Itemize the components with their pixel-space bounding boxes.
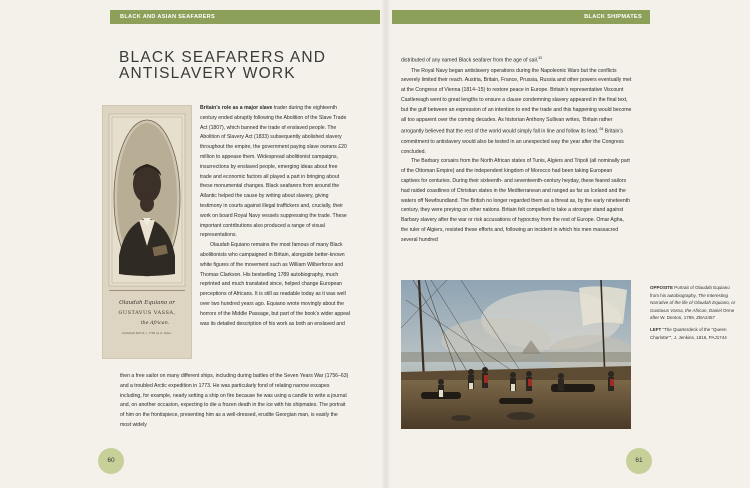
right-page-column — [401, 54, 632, 246]
caption-left-head: LEFT — [650, 326, 662, 332]
footnote-marker-33: 33 — [538, 56, 542, 60]
left-page-column-upper — [200, 104, 350, 329]
caption-opposite-italic: The Interesting Narrative of the life of Olaudah Equiano, or Gustavus Vassa, the African — [650, 292, 736, 313]
paragraph-continued-portrait — [401, 54, 632, 67]
running-header-left: BLACK AND ASIAN SEAFARERS — [110, 10, 380, 24]
running-header-right: BLACK SHIPMATES — [392, 10, 650, 24]
paragraph-royal-navy — [401, 67, 632, 158]
section-title-line1: BLACK SEAFARERS AND — [119, 49, 327, 66]
caption-opposite-head: OPPOSITE — [650, 285, 674, 290]
page-number-right: 61 — [626, 448, 652, 474]
caption-opposite — [650, 284, 736, 322]
page-number-left: 60 — [98, 448, 124, 474]
paragraph-equiano-continued: then a free sailor on many different ships, including during battles of the Seven Years War (1756–63) and a troubled Arctic expedition in 1773. He was particularly fond of relating narrow escapes including, for example, nearly setting a ship on fire because he was using a candle to write a journal and, on another occasion, expecting to die a frozen death in the ice with his shipmates. The portrait of him on the frontispiece, presenting him as a well-dressed, erudite Georgian man, is easily the most widely — [120, 373, 349, 428]
portrait-engraving — [103, 106, 191, 358]
paragraph-intro — [200, 104, 350, 241]
section-title — [119, 50, 379, 82]
equiano-portrait-image — [103, 106, 191, 358]
section-title-line2: ANTISLAVERY WORK — [119, 65, 296, 82]
paragraph-royal-navy-tail: Britain’s commitment to antislavery would also be tested in an unexpected way the year after the Congress concluded. — [401, 129, 624, 155]
paragraph-intro-lead: Britain’s role as a major slave — [200, 105, 273, 111]
caption-opposite-text1: Portrait of Olaudah Equiano from his autobiography, — [650, 285, 730, 298]
portrait-inscription-line1: Olaudah Equiano or — [119, 300, 175, 306]
captions-block — [650, 284, 736, 345]
portrait-inscription-line4: Published March 1, 1789 by G. Vassa. — [122, 332, 172, 335]
paragraph-royal-navy-text: The Royal Navy began antislavery operations during the Napoleonic Wars but the conflicts severely limited their reach. Austria, Britain, France, Prussia, Russia and other powers eventually met at the Congress of Vienna (1814–15) to restore peace in Europe. Britain’s representative Viscount Castlereagh went to great lengths to ensure a clause condemning slavery appeared in the final text, but the gulf between an expression of an intention to end the trade and this happening would become all too apparent over the coming decades. As historian Anthony Sullivan writes, ‘Britain rather arrogantly believed that the rest of the world would simply fall in line and follow its lead.’ — [401, 67, 632, 136]
paragraph-barbary: The Barbary corsairs from the North African states of Tunis, Algiers and Tripoli (all nominally part of the Ottoman Empire) and the independent kingdom of Morocco had been taking European captives for centuries. During their sixteenth- and seventeenth-century heyday, these feared sailors had raided coastlines of Christian states in the Mediterranean and ranged as far as Iceland and the waters off Newfoundland. The British no longer regarded them as a threat as, by the early nineteenth century, they were preying on other nations. Britain felt compelled to take a stronger stand against Barbary slavery after the war or risk accusations of hypocrisy from the rest of Europe. Omar Agha, the ruler of Algiers, resisted these efforts and, following an incident in which his men massacred several hundred — [401, 158, 630, 243]
page-gutter — [381, 0, 391, 488]
caption-opposite-text2: , Daniel Orme after W. Denton, 1789, ZBA2457 — [650, 307, 735, 321]
portrait-inscription-line2: GUSTAVUS VASSA, — [118, 310, 176, 316]
portrait-inscription-line3: the African. — [140, 321, 170, 326]
paragraph-continued-text: distributed of any named Black seafarer from the age of sail. — [401, 57, 539, 64]
caption-left-text: “The Quarterdeck of the “Queen Charlotte””, J. Jenkins, 1816, PAJ1744 — [650, 326, 727, 340]
paragraph-intro-text: trader during the eighteenth century ended abruptly following the Abolition of the Slave Trade Act (1807), which banned the trade of enslaved people. The Abolition of Slavery Act (1833) subsequently abolished slavery throughout the empire, the government paying slave owners £20 million to appease them. Widespread abolitionist campaigns, insurrections by enslaved people, emerging ideas about free trade and economic factors all played a part in bringing about these monumental changes. Black seafarers from around the Atlantic helped the cause by writing about slavery, giving testimony in courts against illegal traffickers and, crucially, their work on board Royal Navy vessels suppressing the trade. These important contributions also produced a range of visual representations. — [200, 105, 347, 239]
left-page-column-lower — [120, 372, 350, 431]
paragraph-equiano-start: Olaudah Equiano remains the most famous of many Black abolitionists who campaigned in Britain, alongside better-known white figures of the movement such as William Wilberforce and Thomas Clarkson. His bestselling 1789 autobiography, much reprinted and much translated since, helped change European perceptions of Africans. It is still as readable today as it was well over two hundred years ago. Equiano wrote movingly about the horrors of the Middle Passage, but part of the book’s wider appeal was its detailed description of his work as both an enslaved and — [200, 242, 350, 327]
quarterdeck-painting-image — [401, 280, 631, 429]
quarterdeck-painting — [401, 280, 631, 429]
caption-left — [650, 326, 736, 341]
footnote-marker-34: 34 — [599, 127, 604, 132]
